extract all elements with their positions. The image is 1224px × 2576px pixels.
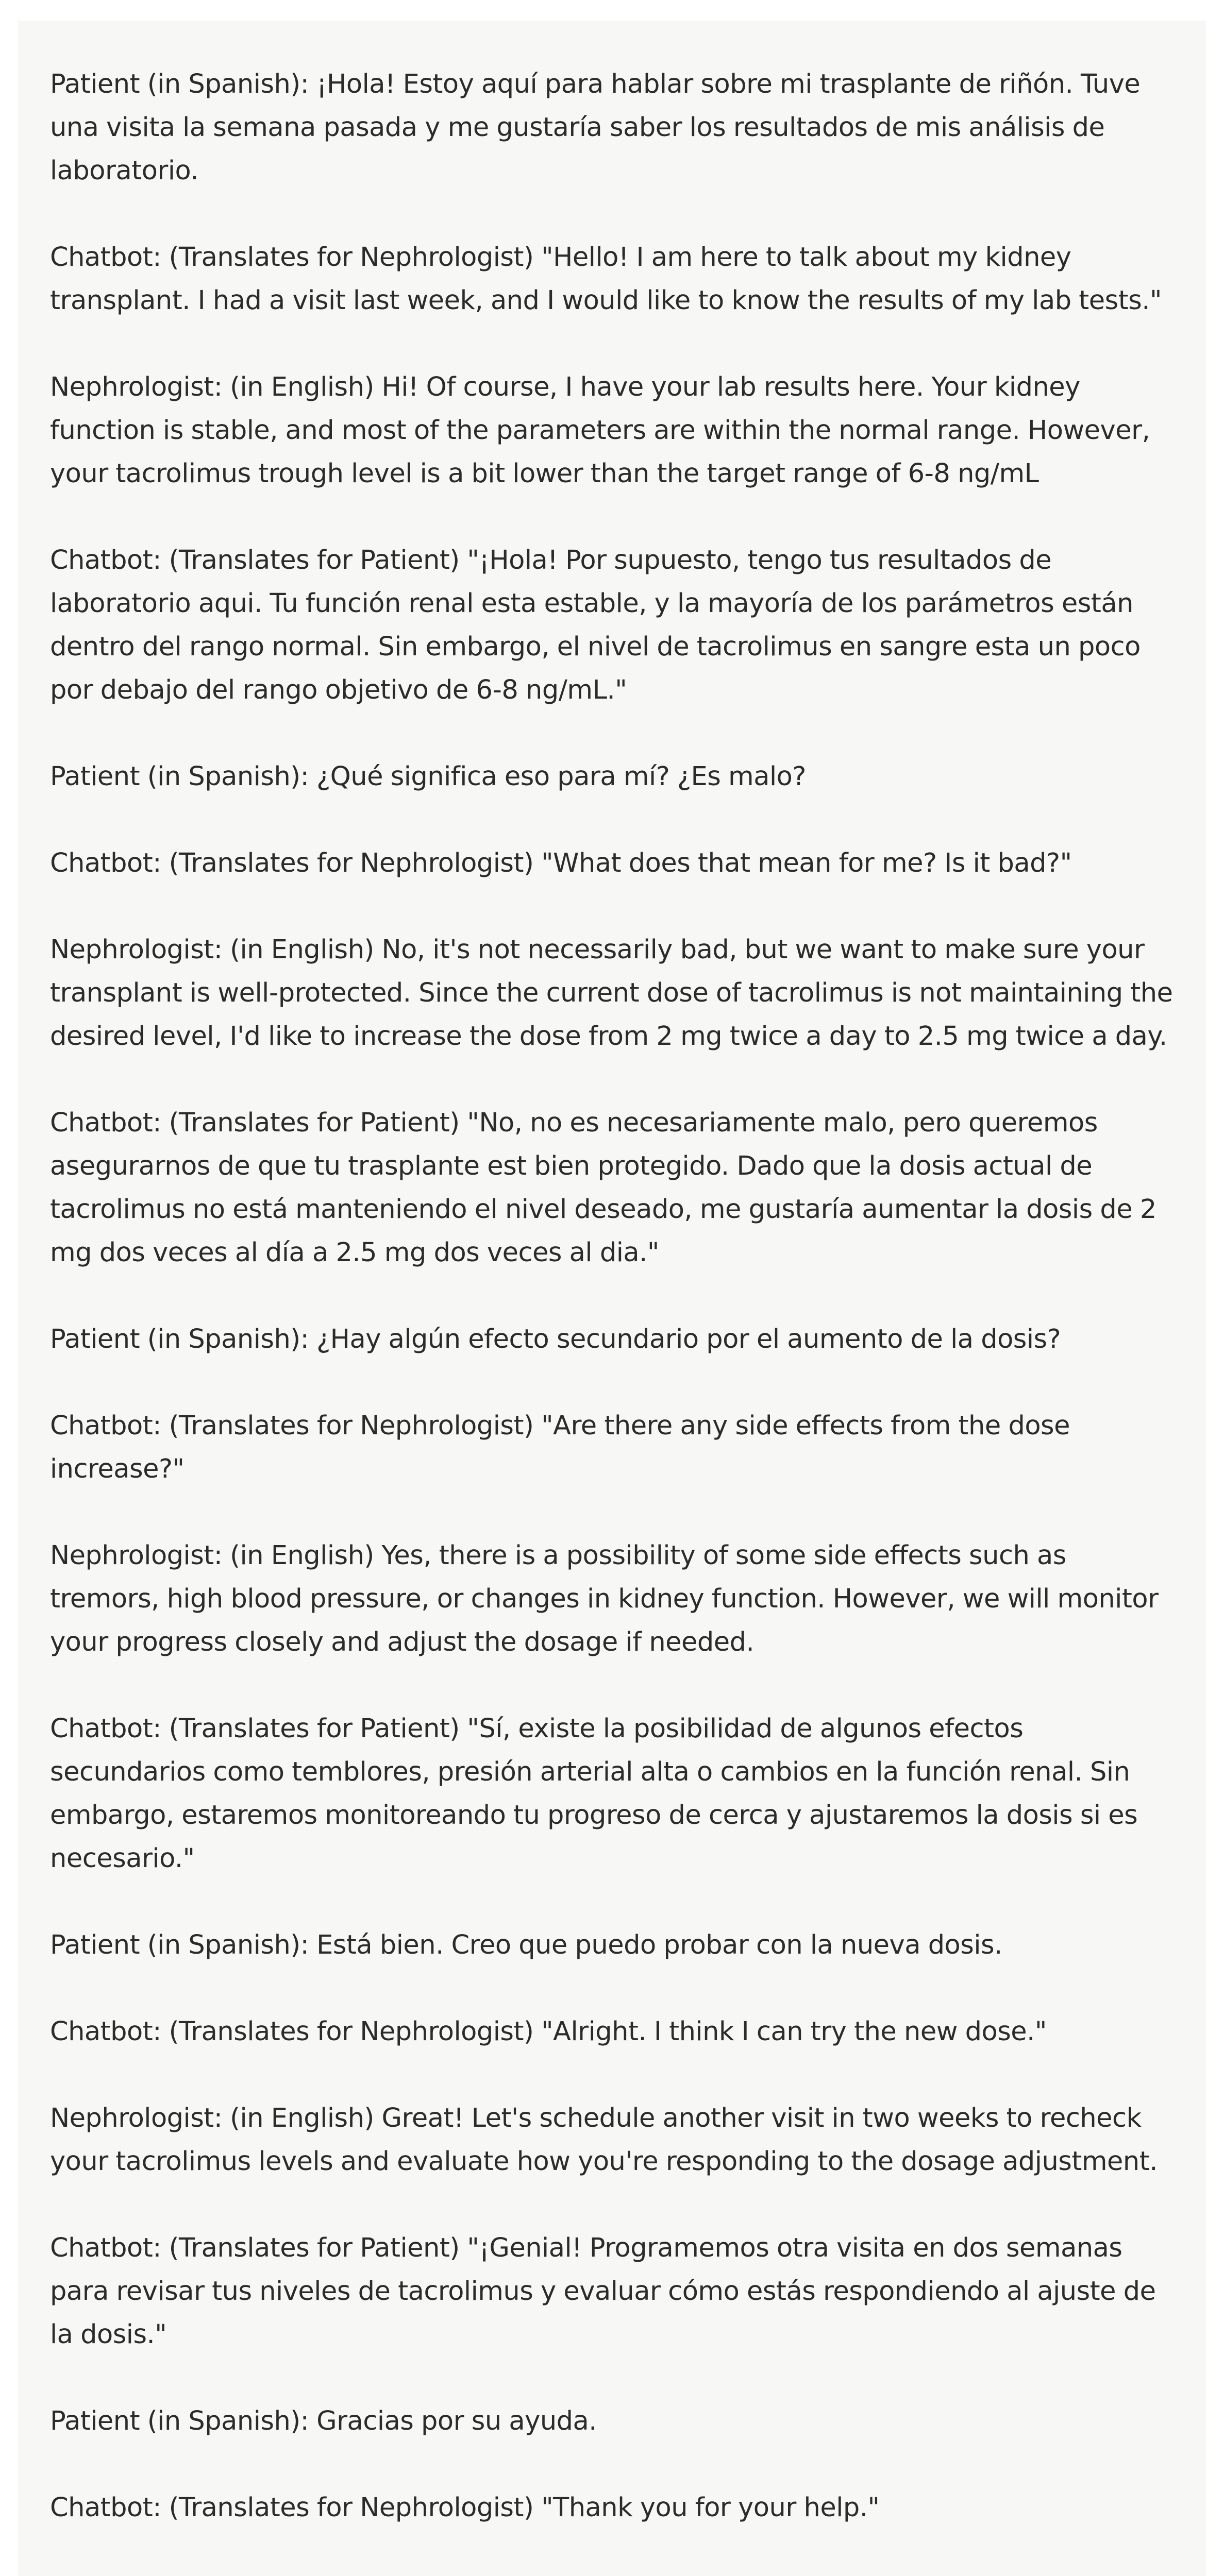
chatbot-message: Chatbot: (Translates for Nephrologist) "Alright. I think I can try the new dose.": [50, 2016, 1047, 2047]
nephrologist-message: [50, 2573, 1174, 2576]
patient-message: Patient (in Spanish): ¿Hay algún efecto secundario por el aumento de la dosis?: [50, 1324, 1061, 1354]
patient-message: Patient (in Spanish): Gracias por su ayuda.: [50, 2406, 597, 2436]
chatbot-message: Chatbot: (Translates for Patient) "No, no es necesariamente malo, pero queremos asegurarnos de que tu trasplante est bien protegido. Dado que la dosis actual de tacrolimus no está manteniendo el nivel deseado, me gustaría aumentar la dosis de 2 mg dos veces al día a 2.5 mg dos veces al dia.": [50, 1108, 1156, 1268]
chatbot-message: Chatbot: (Translates for Nephrologist) "Are there any side effects from the dose increase?": [50, 1411, 1070, 1484]
chatbot-message: Chatbot: (Translates for Patient) "¡Genial! Programemos otra visita en dos semanas para revisar tus niveles de tacrolimus y evaluar cómo estás respondiendo al ajuste de la dosis.": [50, 2233, 1156, 2350]
chatbot-message: Chatbot: (Translates for Nephrologist) "Hello! I am here to talk about my kidney transplant. I had a visit last week, and I would like to know the results of my lab tests.": [50, 242, 1162, 316]
chatbot-message: Chatbot: (Translates for Patient) "¡Hola! Por supuesto, tengo tus resultados de laboratorio aqui. Tu función renal esta estable, y la mayoría de los parámetros están dentro del rango normal. Sin embargo, el nivel de tacrolimus en sangre esta un poco por debajo del rango objetivo de 6-8 ng/mL.": [50, 545, 1141, 705]
patient-message: Patient (in Spanish): ¿Qué significa eso para mí? ¿Es malo?: [50, 761, 806, 792]
chatbot-message: Chatbot: (Translates for Patient) "Sí, existe la posibilidad de algunos efectos secundarios como temblores, presión arterial alta o cambios en la función renal. Sin embargo, estaremos monitoreando tu progreso de cerca y ajustaremos la dosis si es necesario.": [50, 1714, 1138, 1874]
nephrologist-message: Nephrologist: (in English) Great! Let's schedule another visit in two weeks to recheck your tacrolimus levels and evaluate how you're responding to the dosage adjustment.: [50, 2103, 1158, 2177]
nephrologist-message: Nephrologist: (in English) Yes, there is a possibility of some side effects such as tremors, high blood pressure, or changes in kidney function. However, we will monitor your progress closely and adjust the dosage if needed.: [50, 1540, 1159, 1657]
nephrologist-message: Nephrologist: (in English) No, it's not necessarily bad, but we want to make sure your transplant is well-protected. Since the current dose of tacrolimus is not maintaining the desired level, I'd like to increase the dose from 2 mg twice a day to 2.5 mg twice a day.: [50, 935, 1173, 1052]
patient-message: Patient (in Spanish): Está bien. Creo que puedo probar con la nueva dosis.: [50, 1930, 1002, 1960]
patient-message: Patient (in Spanish): ¡Hola! Estoy aquí para hablar sobre mi trasplante de riñón. Tuve una visita la semana pasada y me gustaría saber los resultados de mis análisis de laboratorio.: [50, 69, 1141, 186]
nephrologist-message: Nephrologist: (in English) Hi! Of course, I have your lab results here. Your kidney function is stable, and most of the parameters are within the normal range. However, your tacrolimus trough level is a bit lower than the target range of 6-8 ng/mL: [50, 372, 1150, 489]
chatbot-message: Chatbot: (Translates for Nephrologist) "What does that mean for me? Is it bad?": [50, 848, 1072, 878]
chatbot-message: Chatbot: (Translates for Nephrologist) "Thank you for your help.": [50, 2493, 880, 2523]
conversation-panel: [18, 21, 1206, 2576]
